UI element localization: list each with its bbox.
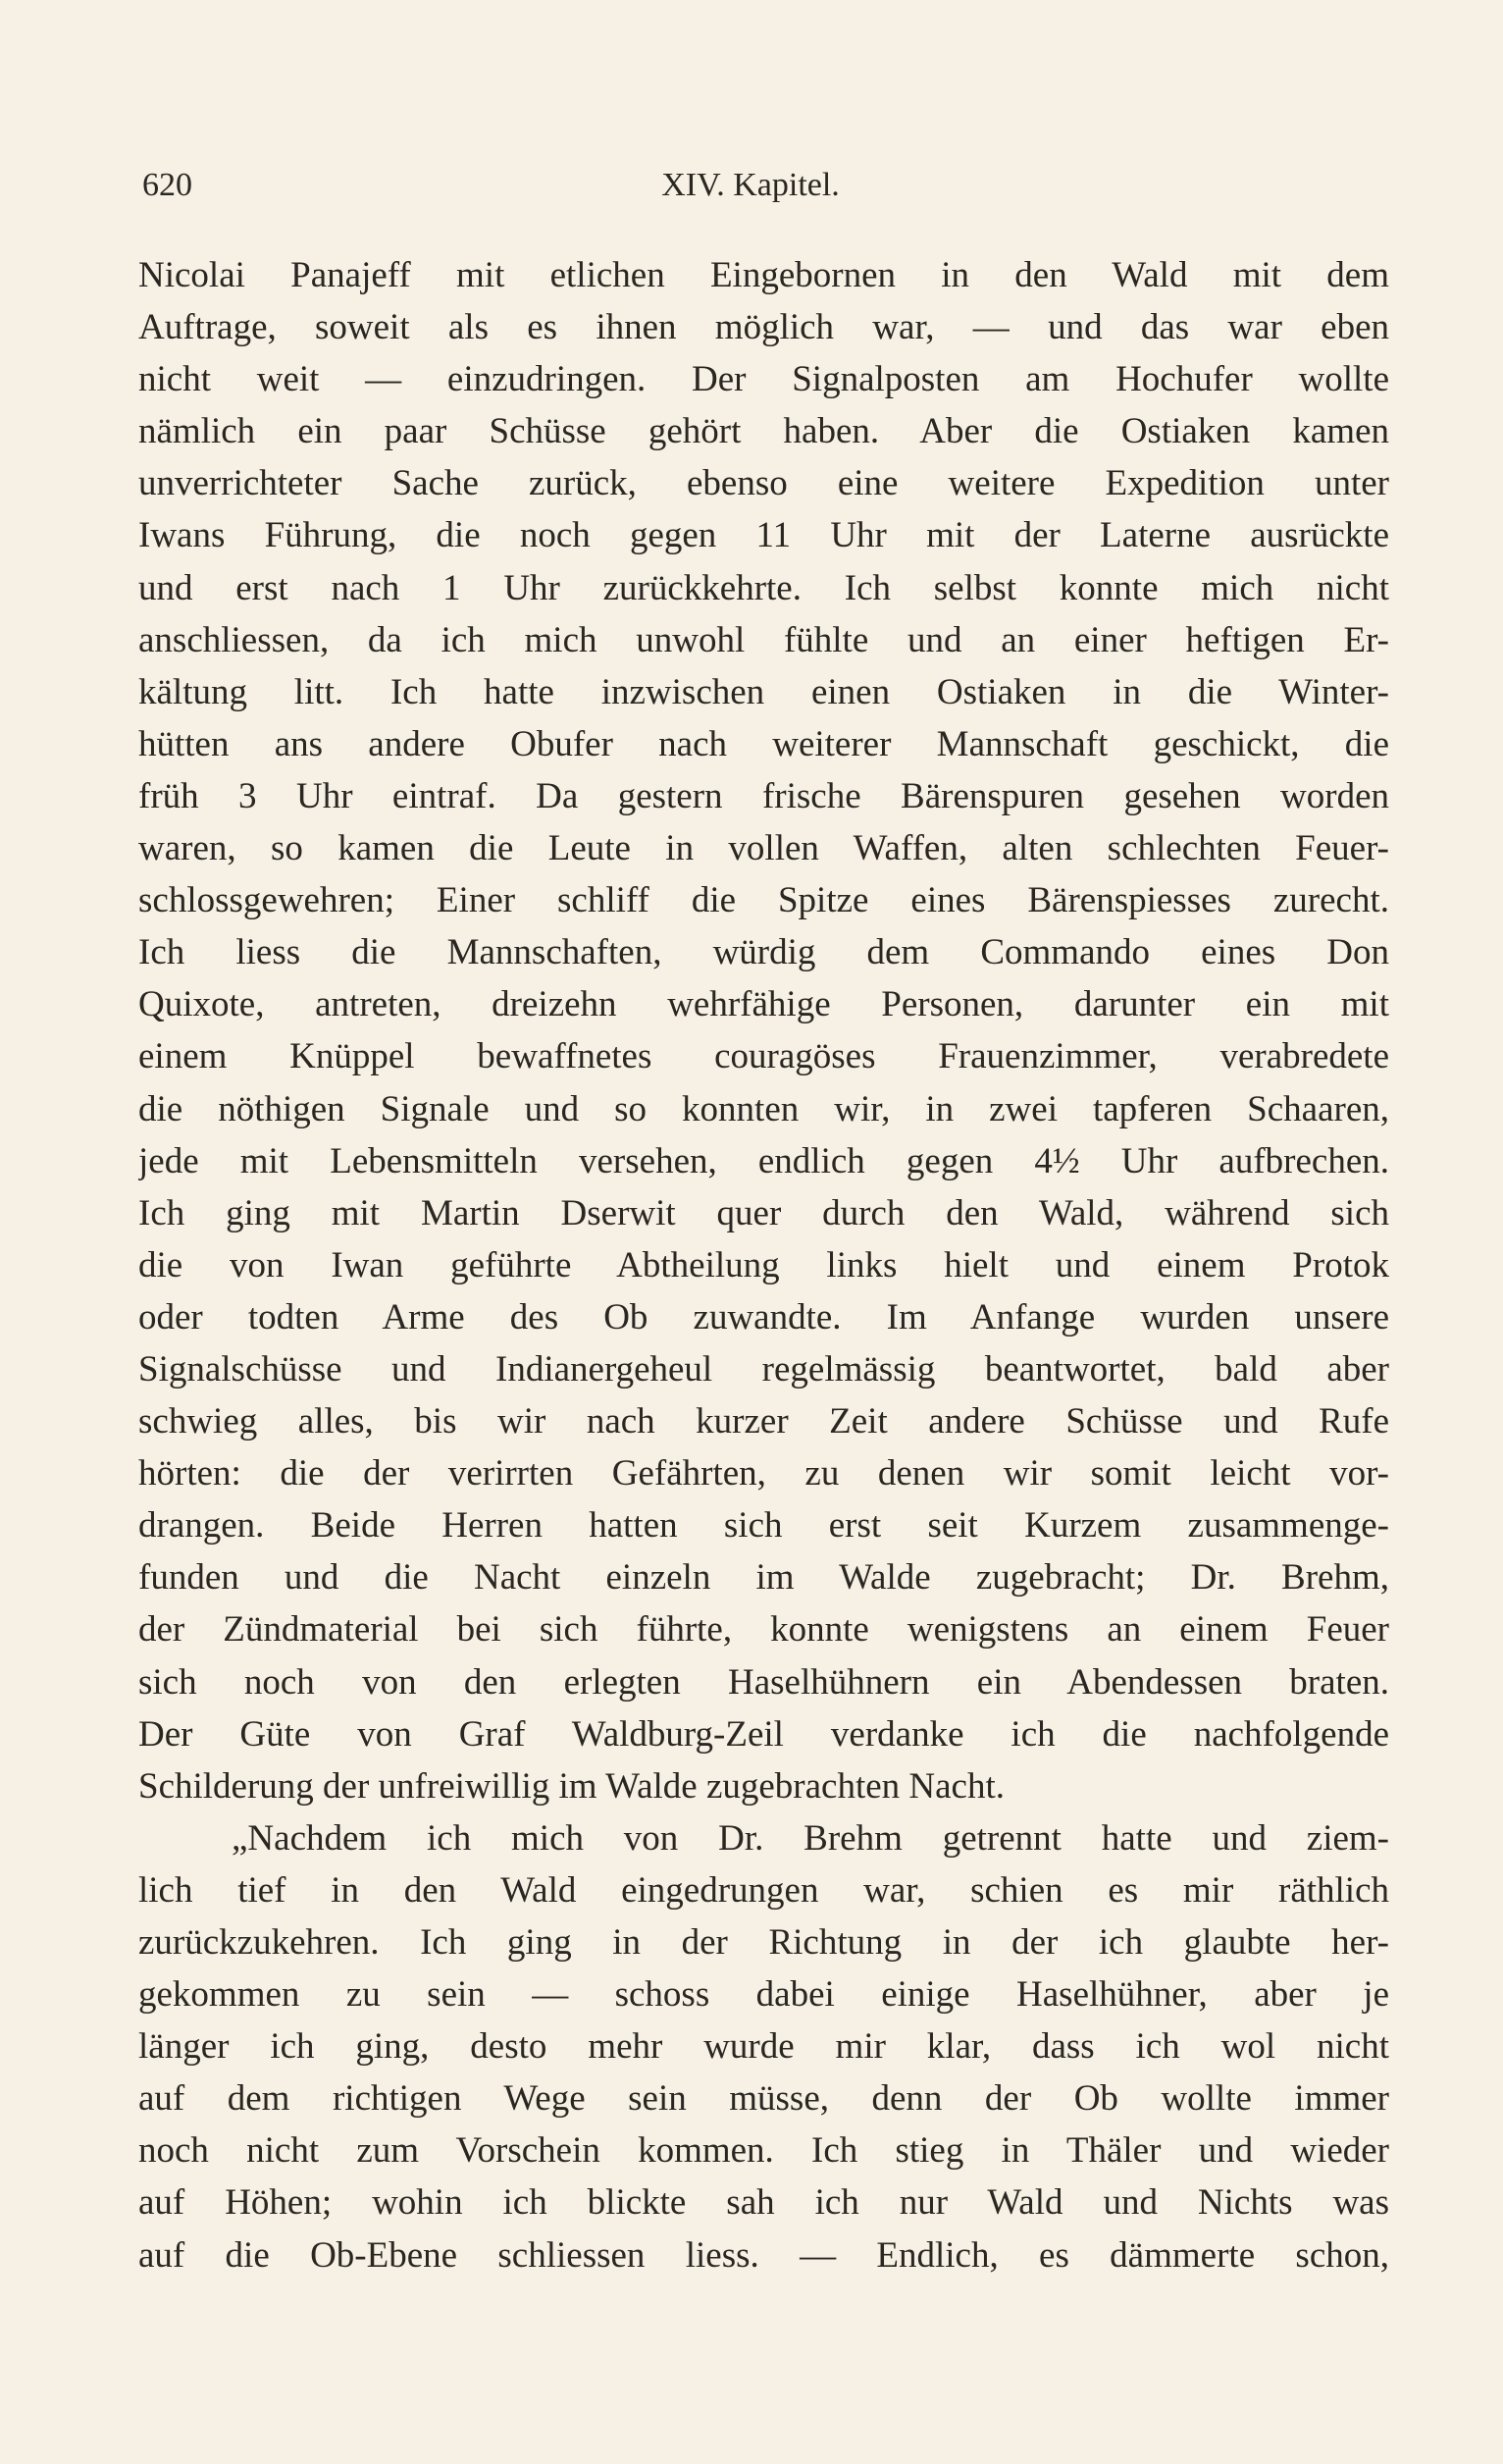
page-header	[142, 163, 1388, 208]
text-line: Auftrage, soweit als es ihnen möglich war, — und das war eben	[138, 307, 1389, 348]
text-line: die nöthigen Signale und so konnten wir, in zwei tapferen Schaaren,	[138, 1088, 1389, 1129]
text-line: Signalschüsse und Indianergeheul regelmässig beantwortet, bald aber	[138, 1348, 1389, 1389]
paragraph-start-line: „Nachdem ich mich von Dr. Brehm getrennt hatte und ziem-	[232, 1817, 1389, 1859]
text-line: auf dem richtigen Wege sein müsse, denn der Ob wollte immer	[138, 2078, 1389, 2120]
text-line: und erst nach 1 Uhr zurückkehrte. Ich selbst konnte mich nicht	[138, 567, 1389, 608]
text-line: Ich liess die Mannschaften, würdig dem Commando eines Don	[138, 932, 1389, 973]
text-line: schlossgewehren; Einer schliff die Spitze eines Bärenspiesses zurecht.	[138, 880, 1389, 921]
running-head: XIV. Kapitel.	[661, 167, 840, 203]
text-line: Ich ging mit Martin Dserwit quer durch den Wald, während sich	[138, 1192, 1389, 1233]
text-line: gekommen zu sein — schoss dabei einige Haselhühner, aber je	[138, 1974, 1389, 2016]
page-number: 620	[142, 167, 192, 203]
paragraph-end-line: Schilderung der unfreiwillig im Walde zugebrachten Nacht.	[138, 1765, 1006, 1807]
text-line: Iwans Führung, die noch gegen 11 Uhr mit der Laterne ausrückte	[138, 515, 1389, 556]
text-line: hörten: die der verirrten Gefährten, zu denen wir somit leicht vor-	[138, 1453, 1389, 1494]
text-line: Nicolai Panajeff mit etlichen Eingebornen in den Wald mit dem	[138, 255, 1389, 295]
text-line: nämlich ein paar Schüsse gehört haben. Aber die Ostiaken kamen	[138, 411, 1389, 452]
text-line: kältung litt. Ich hatte inzwischen einen Ostiaken in die Winter-	[138, 671, 1389, 712]
body-text	[138, 249, 1389, 2281]
text-line: nicht weit — einzudringen. Der Signalposten am Hochufer wollte	[138, 359, 1389, 400]
text-line: die von Iwan geführte Abtheilung links hielt und einem Protok	[138, 1244, 1389, 1285]
text-line: waren, so kamen die Leute in vollen Waffen, alten schlechten Feuer-	[138, 828, 1389, 869]
text-line: einem Knüppel bewaffnetes couragöses Frauenzimmer, verabredete	[138, 1036, 1389, 1077]
text-line: Quixote, antreten, dreizehn wehrfähige Personen, darunter ein mit	[138, 984, 1389, 1025]
text-line: zurückzukehren. Ich ging in der Richtung in der ich glaubte her-	[138, 1922, 1389, 1963]
text-line: unverrichteter Sache zurück, ebenso eine weitere Expedition unter	[138, 463, 1389, 504]
text-line: sich noch von den erlegten Haselhühnern ein Abendessen braten.	[138, 1661, 1389, 1703]
text-line: schwieg alles, bis wir nach kurzer Zeit andere Schüsse und Rufe	[138, 1401, 1389, 1442]
text-line: oder todten Arme des Ob zuwandte. Im Anfange wurden unsere	[138, 1296, 1389, 1337]
text-line: der Zündmaterial bei sich führte, konnte wenigstens an einem Feuer	[138, 1609, 1389, 1651]
text-line: jede mit Lebensmitteln versehen, endlich gegen 4½ Uhr aufbrechen.	[138, 1140, 1389, 1181]
text-line: lich tief in den Wald eingedrungen war, schien es mir räthlich	[138, 1869, 1389, 1911]
text-line: auf Höhen; wohin ich blickte sah ich nur Wald und Nichts was	[138, 2182, 1389, 2224]
text-line: früh 3 Uhr eintraf. Da gestern frische Bärenspuren gesehen worden	[138, 775, 1389, 816]
text-line: auf die Ob-Ebene schliessen liess. — Endlich, es dämmerte schon,	[138, 2234, 1389, 2276]
text-line: Der Güte von Graf Waldburg-Zeil verdanke ich die nachfolgende	[138, 1713, 1389, 1755]
text-line: drangen. Beide Herren hatten sich erst seit Kurzem zusammenge-	[138, 1505, 1389, 1547]
text-line: länger ich ging, desto mehr wurde mir klar, dass ich wol nicht	[138, 2026, 1389, 2068]
text-line: funden und die Nacht einzeln im Walde zugebracht; Dr. Brehm,	[138, 1557, 1389, 1599]
text-line: noch nicht zum Vorschein kommen. Ich stieg in Thäler und wieder	[138, 2130, 1389, 2172]
text-line: anschliessen, da ich mich unwohl fühlte und an einer heftigen Er-	[138, 619, 1389, 660]
text-line: hütten ans andere Obufer nach weiterer Mannschaft geschickt, die	[138, 723, 1389, 764]
